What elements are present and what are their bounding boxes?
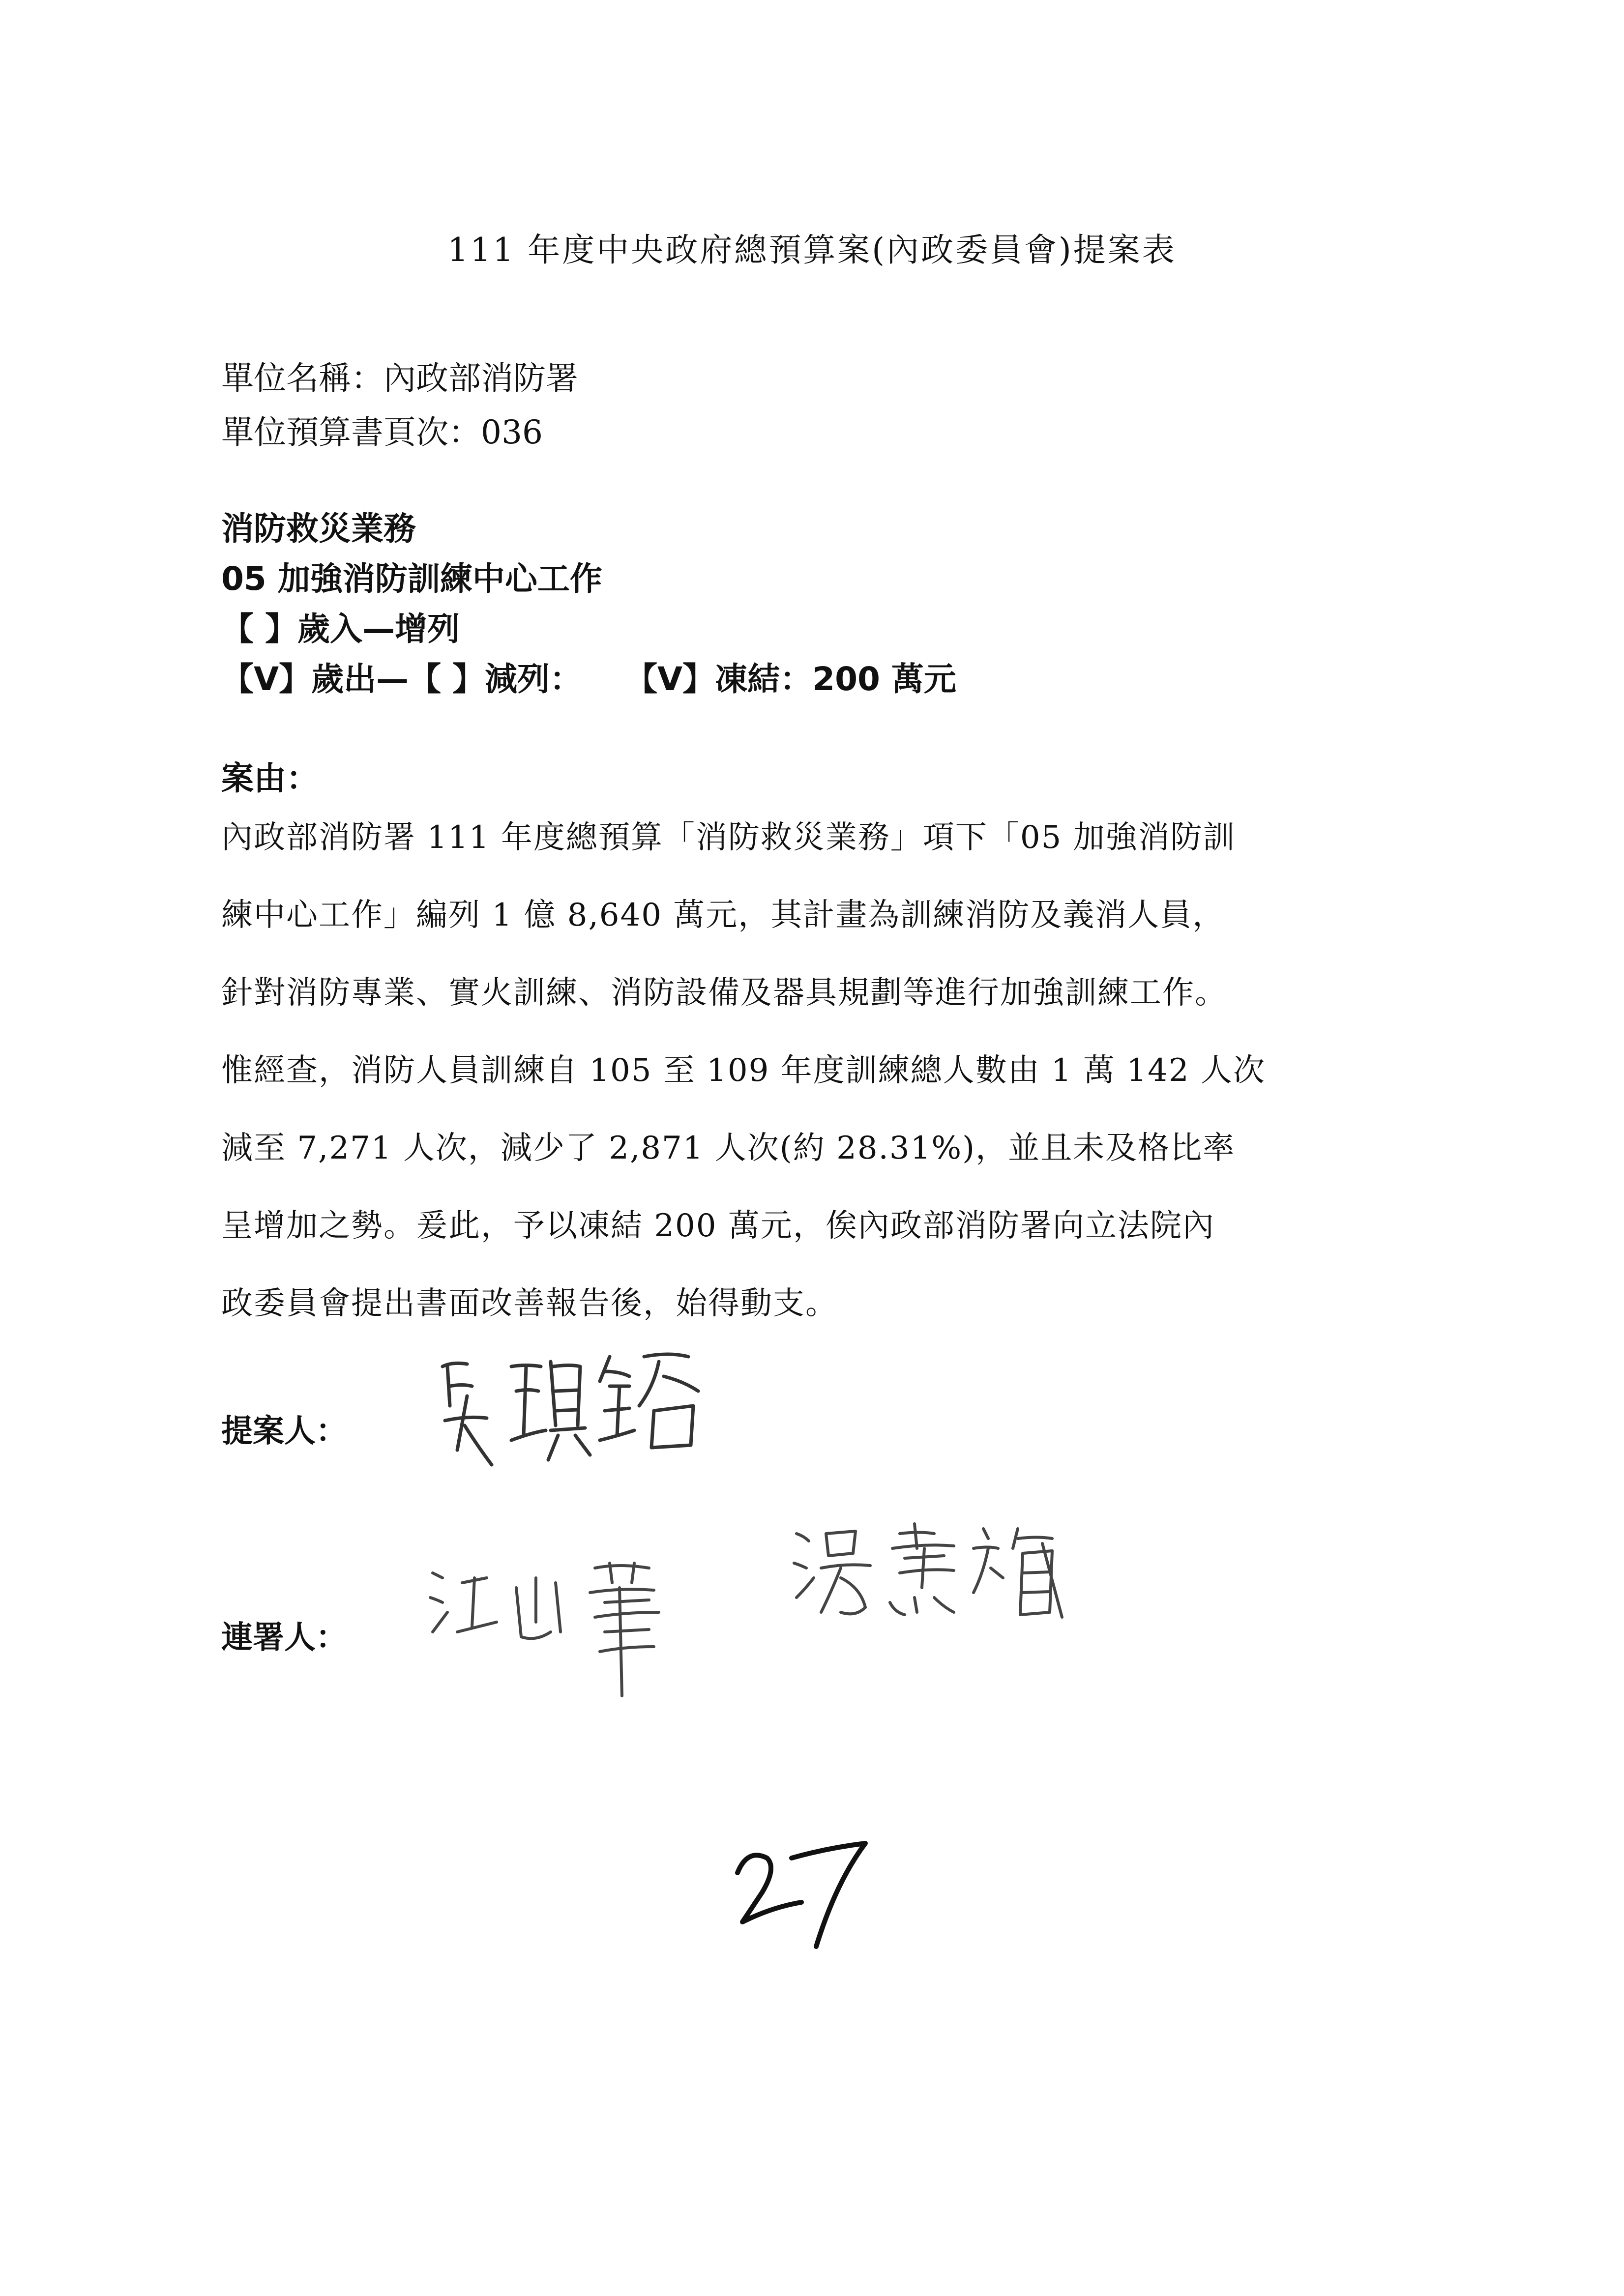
reason-line: 呈增加之勢。爰此，予以凍結 200 萬元，俟內政部消防署向立法院內 <box>221 1208 1215 1244</box>
unit-name: 單位名稱：內政部消防署 <box>221 359 578 397</box>
reason-line: 惟經查，消防人員訓練自 105 至 109 年度訓練總人數由 1 萬 142 人次 <box>221 1052 1266 1089</box>
reason-line: 針對消防專業、實火訓練、消防設備及器具規劃等進行加強訓練工作。 <box>221 975 1227 1011</box>
budget-item-block <box>221 504 956 704</box>
handwritten-page-number <box>728 1829 885 1958</box>
reason-body <box>221 799 1372 1342</box>
section-name: 消防救災業務 <box>221 510 416 548</box>
reason-line: 政委員會提出書面改善報告後，始得動支。 <box>221 1285 838 1322</box>
item-name: 05 加強消防訓練中心工作 <box>221 560 602 598</box>
expenditure-line: 【V】歲出—【 】減列： <box>221 660 583 698</box>
unit-info <box>221 351 578 460</box>
reason-line: 內政部消防署 111 年度總預算「消防救災業務」項下「05 加強消防訓 <box>221 819 1236 856</box>
unit-budget-page: 單位預算書頁次：036 <box>221 413 543 451</box>
expenditure-freeze-line <box>221 654 956 704</box>
proposer-label: 提案人： <box>221 1413 347 1450</box>
cosigner-signature-1 <box>423 1548 767 1711</box>
reason-line: 減至 7,271 人次，減少了 2,871 人次(約 28.31%)，並且未及格比率 <box>221 1130 1236 1166</box>
proposer-signature <box>423 1337 738 1484</box>
cosigner-signature-2 <box>787 1514 1121 1632</box>
cosigner-label: 連署人： <box>221 1620 347 1656</box>
freeze-line: 【V】凍結：200 萬元 <box>641 660 956 698</box>
revenue-line: 【 】歲入—增列 <box>221 610 460 648</box>
reason-label: 案由： <box>221 759 319 797</box>
reason-line: 練中心工作」編列 1 億 8,640 萬元，其計畫為訓練消防及義消人員， <box>221 897 1225 933</box>
document-title: 111 年度中央政府總預算案(內政委員會)提案表 <box>447 231 1177 269</box>
